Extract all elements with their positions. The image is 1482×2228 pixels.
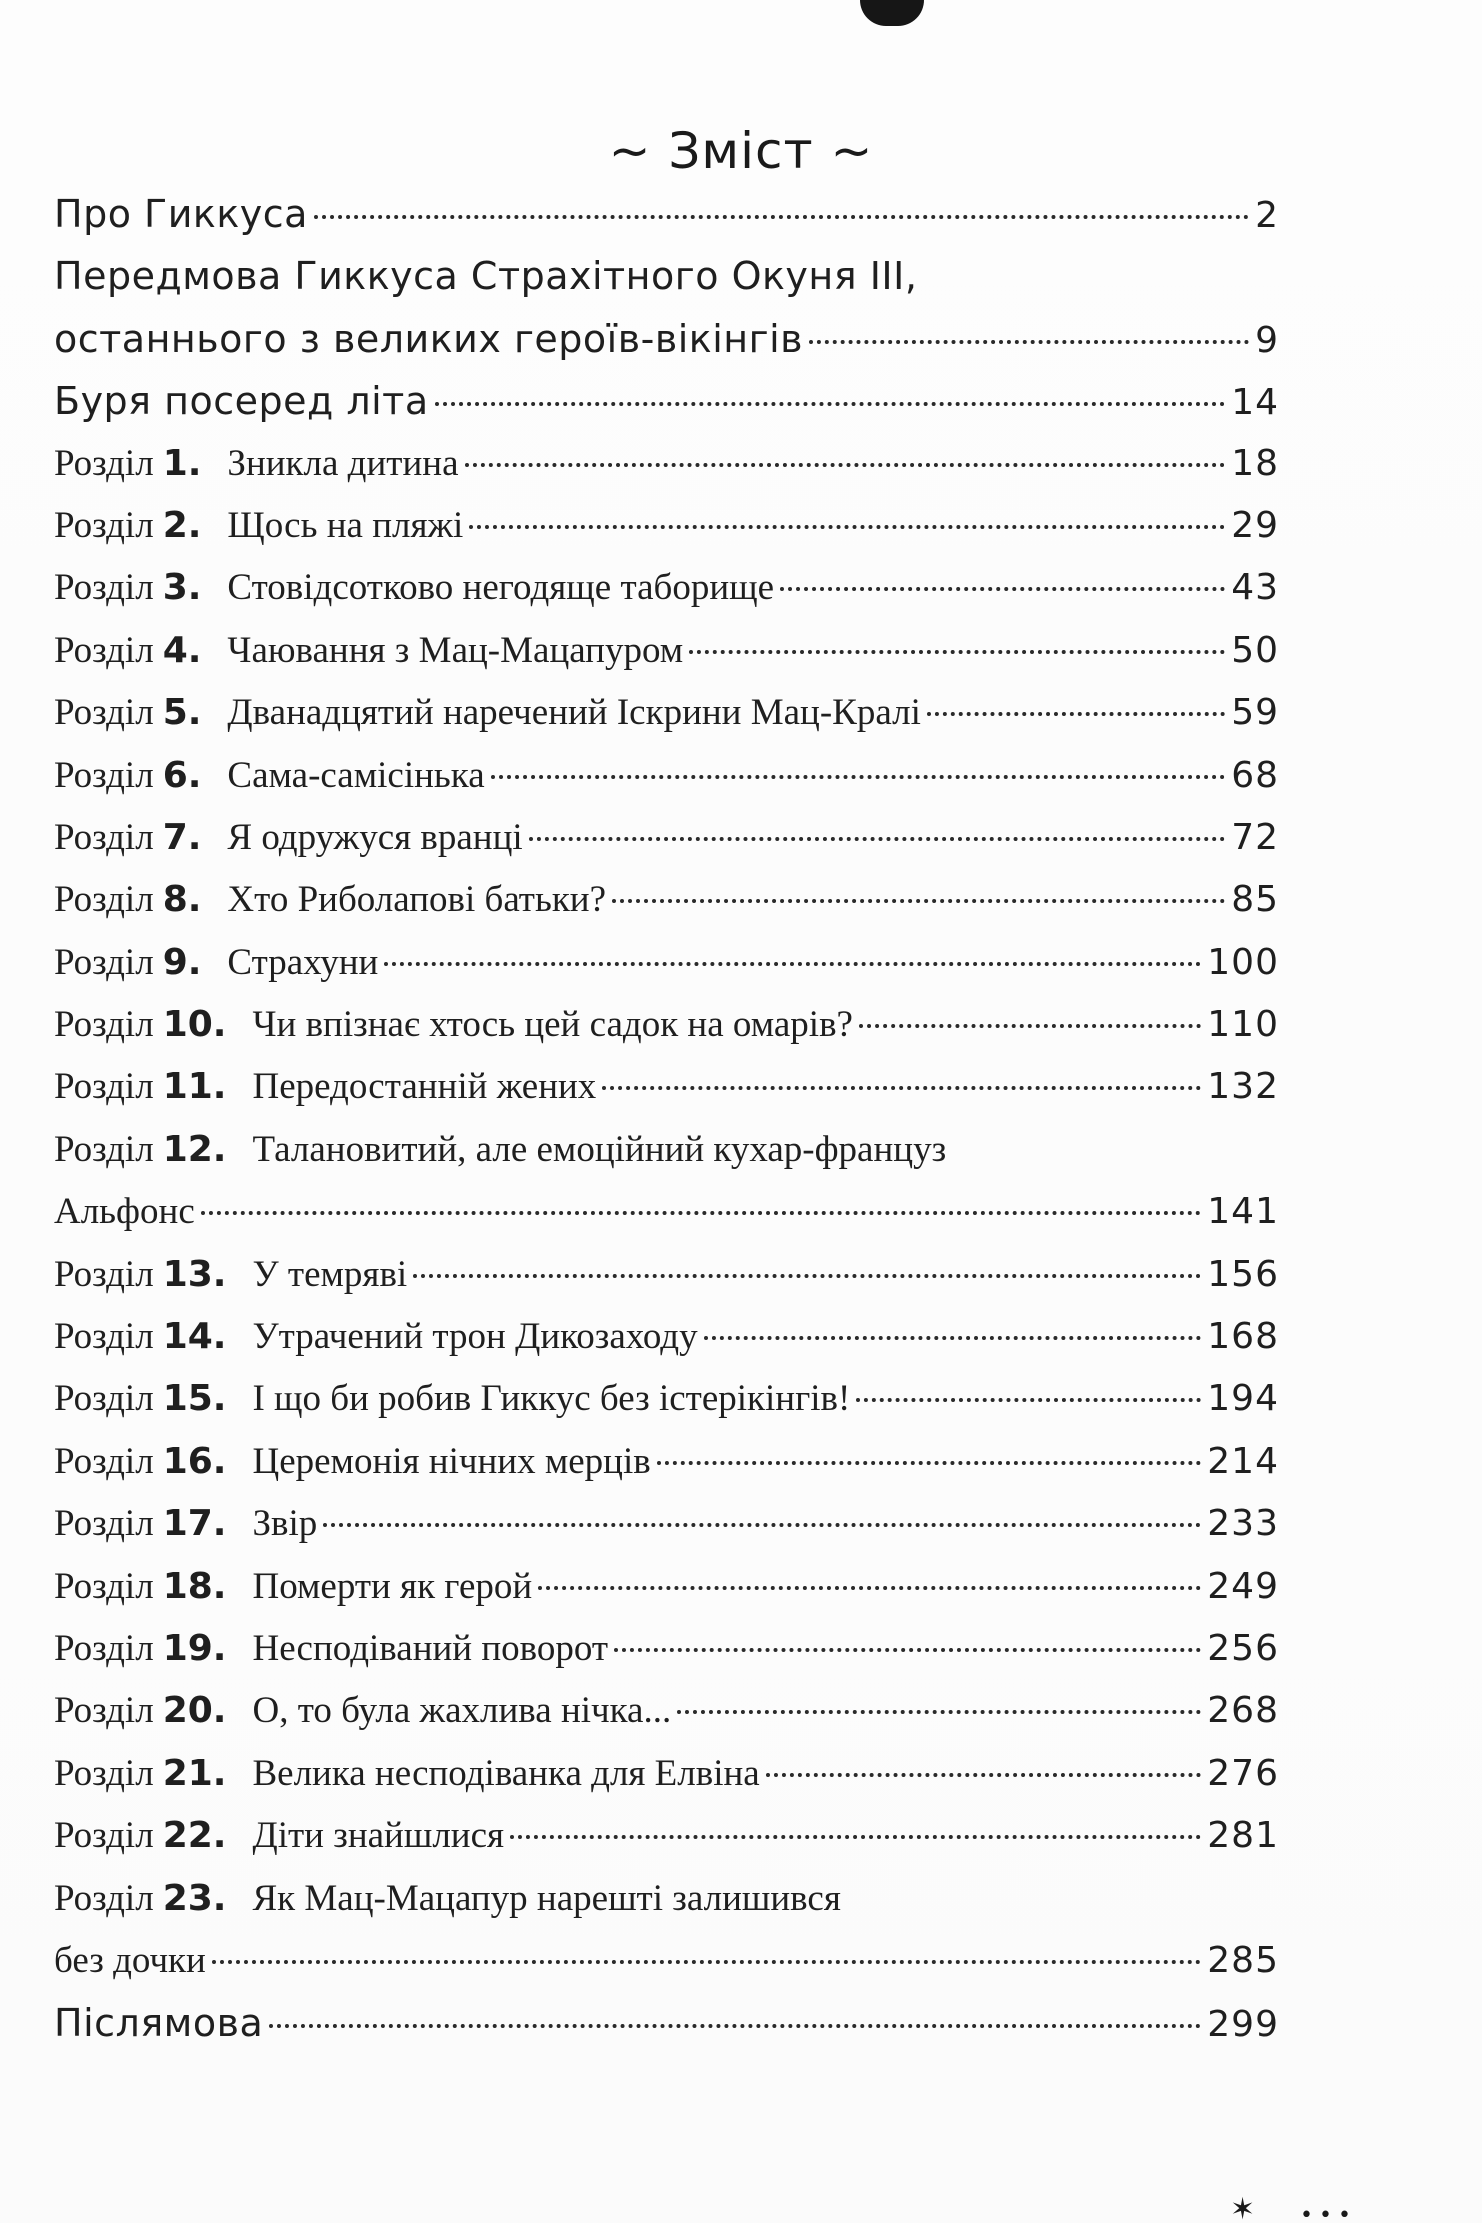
chapter-word: Розділ — [54, 1877, 154, 1919]
entry-title: Передмова Гиккуса Страхітного Окуня ІІІ, — [54, 254, 918, 299]
chapter-number: 3. — [162, 567, 202, 609]
entry-title: О, то була жахлива нічка... — [252, 1690, 672, 1732]
chapter-number: 19. — [162, 1627, 227, 1669]
toc-entry — [54, 2001, 1279, 2063]
toc-entry — [54, 317, 1279, 379]
page-number: 194 — [1207, 1378, 1279, 1420]
toc-entry — [54, 1315, 1279, 1377]
page-number: 29 — [1231, 504, 1279, 546]
entry-title: Утрачений трон Дикозаходу — [252, 1316, 698, 1358]
dot-leader — [323, 1523, 1201, 1527]
chapter-number: 21. — [162, 1752, 227, 1794]
entry-title: Страхуни — [227, 941, 379, 983]
dot-leader — [614, 1648, 1201, 1652]
toc-entry — [54, 1253, 1279, 1315]
dot-leader — [538, 1586, 1201, 1590]
page-number: 276 — [1207, 1752, 1279, 1794]
entry-title: Звір — [252, 1503, 318, 1545]
dot-leader — [602, 1086, 1201, 1090]
chapter-word: Розділ — [54, 629, 154, 671]
chapter-number: 11. — [162, 1066, 227, 1108]
chapter-number: 1. — [162, 442, 202, 484]
chapter-number: 6. — [162, 754, 202, 796]
toc-entry — [54, 442, 1279, 504]
page-title: ~ Зміст ~ — [608, 122, 874, 180]
toc-entry — [54, 1939, 1279, 2001]
page-number: 132 — [1207, 1066, 1279, 1108]
toc-entry — [54, 1128, 1279, 1190]
dot-leader — [201, 1211, 1202, 1215]
toc-entry — [54, 1627, 1279, 1689]
chapter-word: Розділ — [54, 1440, 154, 1482]
entry-title: Передостанній жених — [252, 1066, 597, 1108]
chapter-word: Розділ — [54, 1004, 154, 1046]
entry-title: Хто Риболапові батьки? — [227, 879, 607, 921]
entry-title: Про Гиккуса — [54, 192, 308, 236]
dot-leader — [435, 402, 1226, 406]
chapter-number: 12. — [162, 1128, 227, 1170]
page-number: 59 — [1231, 692, 1279, 734]
chapter-word: Розділ — [54, 1253, 154, 1295]
dot-leader — [413, 1274, 1201, 1278]
entry-title: Щось на пляжі — [227, 504, 464, 546]
entry-title: У темряві — [252, 1253, 408, 1295]
entry-title: Церемонія нічних мерців — [252, 1440, 651, 1482]
chapter-number: 13. — [162, 1253, 227, 1295]
chapter-word: Розділ — [54, 1752, 154, 1794]
dot-leader — [859, 1024, 1201, 1028]
page-number: 249 — [1207, 1565, 1279, 1607]
dot-leader — [384, 962, 1201, 966]
chapter-word: Розділ — [54, 692, 154, 734]
entry-title: Сама-самісінька — [227, 754, 485, 796]
chapter-word: Розділ — [54, 1128, 154, 1170]
chapter-number: 2. — [162, 504, 202, 546]
entry-title: Як Мац-Мацапур нарешті залишився — [252, 1877, 841, 1919]
chapter-number: 9. — [162, 941, 202, 983]
page-number: 50 — [1231, 629, 1279, 671]
dot-leader — [780, 587, 1225, 591]
dot-leader — [927, 712, 1225, 716]
page-number: 85 — [1231, 879, 1279, 921]
chapter-word: Розділ — [54, 879, 154, 921]
dot-leader — [465, 463, 1226, 467]
dot-leader — [469, 525, 1225, 529]
toc-entry — [54, 1190, 1279, 1252]
page-number: 299 — [1207, 2004, 1279, 2046]
chapter-word: Розділ — [54, 504, 154, 546]
dot-leader — [314, 215, 1249, 219]
entry-title: Чи впізнає хтось цей садок на омарів? — [252, 1004, 853, 1046]
chapter-number: 23. — [162, 1877, 227, 1919]
chapter-number: 4. — [162, 629, 202, 671]
toc-entry — [54, 1814, 1279, 1876]
toc-entry — [54, 1065, 1279, 1127]
chapter-word: Розділ — [54, 1627, 154, 1669]
entry-title: Талановитий, але емоційний кухар-француз — [252, 1128, 947, 1170]
dot-leader — [766, 1773, 1202, 1777]
chapter-word: Розділ — [54, 567, 154, 609]
entry-title: Померти як герой — [252, 1565, 533, 1607]
chapter-number: 20. — [162, 1690, 227, 1732]
entry-title: Велика несподіванка для Елвіна — [252, 1752, 760, 1794]
entry-title: без дочки — [54, 1939, 206, 1981]
dot-leader — [856, 1398, 1201, 1402]
chapter-word: Розділ — [54, 1316, 154, 1358]
entry-title: Чаювання з Мац-Мацапуром — [227, 629, 684, 671]
toc-entry — [54, 1689, 1279, 1751]
page-number: 9 — [1255, 319, 1279, 361]
chapter-number: 17. — [162, 1503, 227, 1545]
toc-entry — [54, 566, 1279, 628]
chapter-number: 22. — [162, 1815, 227, 1857]
chapter-word: Розділ — [54, 1565, 154, 1607]
entry-title: Альфонс — [54, 1191, 195, 1233]
chapter-number: 10. — [162, 1004, 227, 1046]
page-edge-mark — [860, 0, 924, 26]
toc-entry — [54, 1003, 1279, 1065]
chapter-number: 5. — [162, 692, 202, 734]
page-number: 14 — [1231, 382, 1279, 424]
entry-title: Буря посеред літа — [54, 379, 429, 424]
entry-title: Діти знайшлися — [252, 1815, 505, 1857]
toc-entry — [54, 254, 1279, 316]
chapter-number: 18. — [162, 1565, 227, 1607]
chapter-number: 8. — [162, 879, 202, 921]
toc-entry — [54, 1440, 1279, 1502]
toc-entry — [54, 1565, 1279, 1627]
toc-entry — [54, 504, 1279, 566]
chapter-word: Розділ — [54, 442, 154, 484]
chapter-word: Розділ — [54, 754, 154, 796]
dot-leader — [677, 1710, 1201, 1714]
page-number: 68 — [1231, 754, 1279, 796]
chapter-number: 14. — [162, 1316, 227, 1358]
chapter-word: Розділ — [54, 816, 154, 858]
dot-leader — [212, 1960, 1201, 1964]
toc-entry — [54, 941, 1279, 1003]
page-number: 18 — [1231, 442, 1279, 484]
toc-entry — [54, 1877, 1279, 1939]
toc-entry — [54, 754, 1279, 816]
toc-entry — [54, 878, 1279, 940]
entry-title: Стовідсотково негодяще таборище — [227, 567, 775, 609]
chapter-word: Розділ — [54, 1815, 154, 1857]
page-number: 100 — [1207, 941, 1279, 983]
dot-leader — [689, 650, 1225, 654]
dot-leader — [510, 1835, 1201, 1839]
chapter-word: Розділ — [54, 1503, 154, 1545]
entry-title: Я одружуся вранці — [227, 816, 523, 858]
star-icon: ✶ — [1230, 2192, 1256, 2227]
toc-entry — [54, 629, 1279, 691]
toc-entry — [54, 1752, 1279, 1814]
chapter-word: Розділ — [54, 1378, 154, 1420]
page-number: 156 — [1207, 1253, 1279, 1295]
entry-title: Несподіваний поворот — [252, 1627, 609, 1669]
entry-title: Післямова — [54, 2001, 264, 2046]
page-number: 214 — [1207, 1440, 1279, 1482]
page-number: 2 — [1255, 195, 1279, 236]
toc-entry — [54, 192, 1279, 254]
toc-entry — [54, 379, 1279, 441]
toc-entry — [54, 1502, 1279, 1564]
dot-leader — [269, 2024, 1201, 2028]
page-number: 141 — [1207, 1191, 1279, 1233]
chapter-word: Розділ — [54, 941, 154, 983]
toc-entry — [54, 1377, 1279, 1439]
page-number: 268 — [1207, 1690, 1279, 1732]
entry-title: Зникла дитина — [227, 442, 459, 484]
corner-ornament: ••• — [1300, 2203, 1357, 2228]
dot-leader — [809, 340, 1249, 344]
entry-title: І що би робив Гиккус без істерікінгів! — [252, 1378, 851, 1420]
page-number: 281 — [1207, 1815, 1279, 1857]
page-number: 110 — [1207, 1004, 1279, 1046]
dot-leader — [612, 899, 1225, 903]
dot-leader — [657, 1461, 1202, 1465]
page-number: 233 — [1207, 1503, 1279, 1545]
chapter-number: 7. — [162, 816, 202, 858]
page-number: 72 — [1231, 816, 1279, 858]
table-of-contents — [54, 192, 1279, 2064]
chapter-word: Розділ — [54, 1690, 154, 1732]
page-number: 43 — [1231, 567, 1279, 609]
entry-title: Дванадцятий наречений Іскрини Мац-Кралі — [227, 692, 921, 734]
entry-title: останнього з великих героїв-вікінгів — [54, 316, 804, 361]
chapter-number: 16. — [162, 1440, 227, 1482]
toc-entry — [54, 816, 1279, 878]
dot-leader — [491, 775, 1226, 779]
chapter-number: 15. — [162, 1378, 227, 1420]
dot-leader — [704, 1336, 1202, 1340]
page-number: 256 — [1207, 1627, 1279, 1669]
dot-leader — [529, 837, 1226, 841]
toc-entry — [54, 691, 1279, 753]
page-number: 168 — [1207, 1316, 1279, 1358]
page-number: 285 — [1207, 1939, 1279, 1981]
chapter-word: Розділ — [54, 1066, 154, 1108]
